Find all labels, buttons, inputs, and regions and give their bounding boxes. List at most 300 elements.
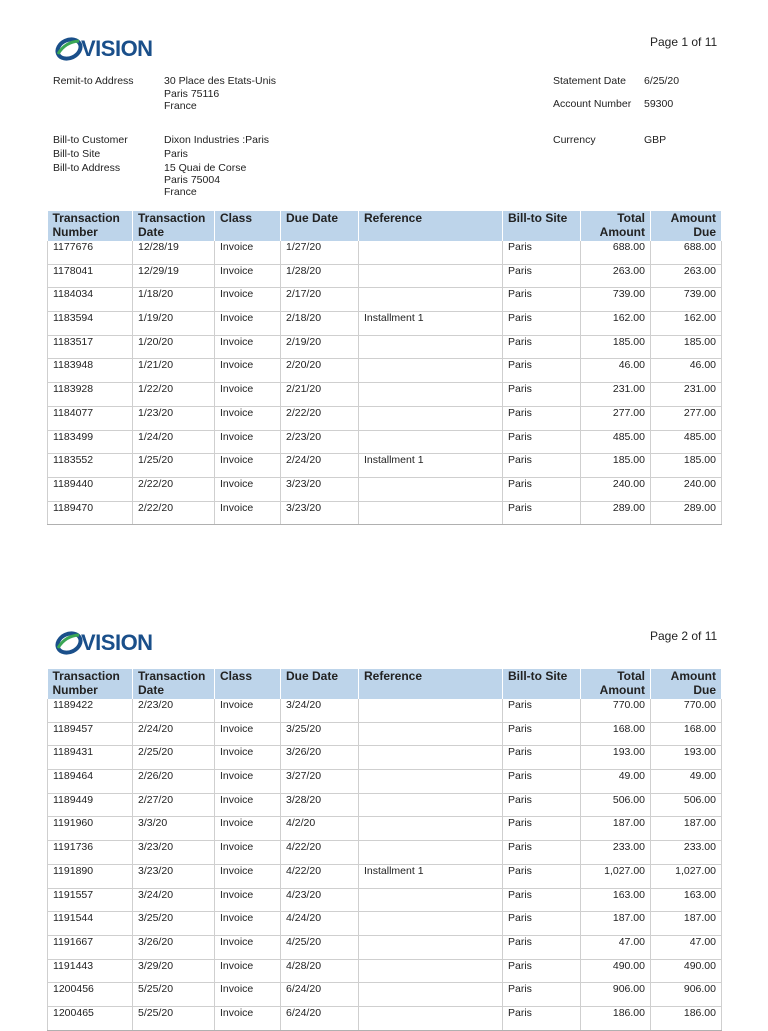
bill-to-site-value: Paris: [164, 148, 188, 160]
column-header-transaction-date: [133, 211, 215, 241]
column-header-class: [215, 211, 281, 241]
cell-transaction-date: 3/24/20: [133, 888, 215, 912]
column-header-line-2: Amount: [599, 683, 645, 697]
cell-total-amount: 185.00: [581, 454, 651, 478]
vision-logo-text: VISION: [81, 630, 153, 655]
cell-class: Invoice: [215, 722, 281, 746]
cell-due-date: 1/27/20: [281, 241, 359, 264]
column-header-line-1: Total: [617, 669, 645, 683]
bill-to-address-line-2: Paris 75004: [164, 174, 221, 186]
header-row: [48, 669, 722, 699]
table-body: [48, 241, 722, 525]
column-header-line-2: Amount: [599, 225, 645, 239]
column-header-total-amount: [581, 211, 651, 241]
column-header-reference: [359, 669, 503, 699]
cell-due-date: 2/21/20: [281, 383, 359, 407]
cell-bill-to-site: Paris: [503, 793, 581, 817]
currency-label: Currency: [553, 134, 596, 146]
table-header: [48, 669, 722, 699]
table-row: [48, 430, 722, 454]
cell-class: Invoice: [215, 817, 281, 841]
page-number: Page 2 of 11: [650, 629, 718, 643]
cell-total-amount: 233.00: [581, 841, 651, 865]
cell-bill-to-site: Paris: [503, 312, 581, 336]
cell-total-amount: 906.00: [581, 983, 651, 1007]
cell-transaction-number: 1183499: [48, 430, 133, 454]
table-row: [48, 983, 722, 1007]
cell-transaction-number: 1177676: [48, 241, 133, 264]
cell-due-date: 4/22/20: [281, 864, 359, 888]
table-row: [48, 841, 722, 865]
column-header-line-1: Transaction: [52, 211, 120, 225]
column-header-bill-to-site: [503, 211, 581, 241]
cell-class: Invoice: [215, 288, 281, 312]
cell-transaction-date: 2/22/20: [133, 477, 215, 501]
column-header-bill-to-site: [503, 669, 581, 699]
cell-class: Invoice: [215, 793, 281, 817]
cell-reference: [359, 1006, 503, 1030]
cell-transaction-date: 5/25/20: [133, 1006, 215, 1030]
cell-due-date: 3/27/20: [281, 770, 359, 794]
cell-amount-due: 231.00: [651, 383, 722, 407]
cell-total-amount: 47.00: [581, 935, 651, 959]
column-header-line-1: Amount: [670, 669, 716, 683]
cell-total-amount: 231.00: [581, 383, 651, 407]
bill-to-site-label: Bill-to Site: [53, 148, 101, 160]
cell-due-date: 4/2/20: [281, 817, 359, 841]
cell-due-date: 2/24/20: [281, 454, 359, 478]
cell-amount-due: 906.00: [651, 983, 722, 1007]
cell-transaction-number: 1183948: [48, 359, 133, 383]
cell-class: Invoice: [215, 841, 281, 865]
cell-total-amount: 240.00: [581, 477, 651, 501]
vision-logo: [55, 630, 153, 656]
cell-transaction-date: 1/25/20: [133, 454, 215, 478]
column-header-line-2: Due: [693, 683, 716, 697]
cell-transaction-date: 3/23/20: [133, 841, 215, 865]
cell-reference: [359, 722, 503, 746]
cell-class: Invoice: [215, 770, 281, 794]
cell-bill-to-site: Paris: [503, 746, 581, 770]
cell-transaction-date: 1/22/20: [133, 383, 215, 407]
column-header-line-2: Number: [52, 225, 98, 239]
cell-total-amount: 506.00: [581, 793, 651, 817]
cell-reference: [359, 817, 503, 841]
cell-reference: [359, 983, 503, 1007]
cell-transaction-date: 2/23/20: [133, 699, 215, 722]
page-number: Page 1 of 11: [650, 35, 718, 49]
cell-class: Invoice: [215, 359, 281, 383]
cell-transaction-date: 2/25/20: [133, 746, 215, 770]
cell-transaction-date: 1/24/20: [133, 430, 215, 454]
cell-total-amount: 289.00: [581, 501, 651, 525]
column-header-line-1: Bill-to Site: [508, 211, 568, 225]
column-header-line-1: Transaction: [52, 669, 120, 683]
cell-total-amount: 770.00: [581, 699, 651, 722]
cell-reference: [359, 335, 503, 359]
cell-class: Invoice: [215, 699, 281, 722]
cell-due-date: 3/26/20: [281, 746, 359, 770]
cell-bill-to-site: Paris: [503, 959, 581, 983]
cell-amount-due: 49.00: [651, 770, 722, 794]
cell-transaction-date: 1/21/20: [133, 359, 215, 383]
cell-due-date: 4/23/20: [281, 888, 359, 912]
table-row: [48, 817, 722, 841]
table-row: [48, 359, 722, 383]
cell-due-date: 2/17/20: [281, 288, 359, 312]
cell-amount-due: 263.00: [651, 264, 722, 288]
cell-transaction-number: 1183552: [48, 454, 133, 478]
cell-transaction-number: 1189449: [48, 793, 133, 817]
column-header-line-1: Reference: [364, 211, 423, 225]
cell-transaction-date: 12/29/19: [133, 264, 215, 288]
cell-amount-due: 490.00: [651, 959, 722, 983]
cell-transaction-date: 1/20/20: [133, 335, 215, 359]
cell-amount-due: 289.00: [651, 501, 722, 525]
column-header-line-1: Class: [220, 211, 253, 225]
cell-reference: [359, 912, 503, 936]
cell-class: Invoice: [215, 477, 281, 501]
remit-to-label: Remit-to Address: [53, 75, 134, 87]
cell-amount-due: 185.00: [651, 335, 722, 359]
column-header-line-1: Due Date: [286, 669, 339, 683]
cell-total-amount: 688.00: [581, 241, 651, 264]
cell-total-amount: 185.00: [581, 335, 651, 359]
cell-transaction-date: 1/23/20: [133, 406, 215, 430]
cell-amount-due: 193.00: [651, 746, 722, 770]
cell-amount-due: 240.00: [651, 477, 722, 501]
column-header-transaction-date: [133, 669, 215, 699]
cell-reference: [359, 359, 503, 383]
cell-transaction-number: 1189470: [48, 501, 133, 525]
cell-total-amount: 277.00: [581, 406, 651, 430]
column-header-reference: [359, 211, 503, 241]
cell-class: Invoice: [215, 864, 281, 888]
cell-due-date: 2/19/20: [281, 335, 359, 359]
cell-reference: [359, 406, 503, 430]
cell-due-date: 3/25/20: [281, 722, 359, 746]
cell-reference: [359, 935, 503, 959]
cell-amount-due: 506.00: [651, 793, 722, 817]
cell-transaction-date: 3/3/20: [133, 817, 215, 841]
cell-transaction-number: 1189464: [48, 770, 133, 794]
cell-bill-to-site: Paris: [503, 888, 581, 912]
table-row: [48, 912, 722, 936]
cell-bill-to-site: Paris: [503, 288, 581, 312]
cell-bill-to-site: Paris: [503, 430, 581, 454]
column-header-line-1: Total: [617, 211, 645, 225]
table-row: [48, 1006, 722, 1030]
cell-amount-due: 163.00: [651, 888, 722, 912]
cell-total-amount: 739.00: [581, 288, 651, 312]
table-row: [48, 477, 722, 501]
cell-total-amount: 193.00: [581, 746, 651, 770]
cell-total-amount: 163.00: [581, 888, 651, 912]
cell-due-date: 2/18/20: [281, 312, 359, 336]
bill-to-address-line-3: France: [164, 186, 197, 198]
cell-amount-due: 187.00: [651, 817, 722, 841]
bill-to-address-label: Bill-to Address: [53, 162, 121, 174]
cell-reference: [359, 288, 503, 312]
bill-to-address-line-1: 15 Quai de Corse: [164, 162, 247, 174]
cell-amount-due: 46.00: [651, 359, 722, 383]
cell-transaction-date: 2/22/20: [133, 501, 215, 525]
column-header-class: [215, 669, 281, 699]
cell-bill-to-site: Paris: [503, 383, 581, 407]
cell-reference: [359, 793, 503, 817]
cell-amount-due: 1,027.00: [651, 864, 722, 888]
cell-reference: [359, 770, 503, 794]
column-header-transaction-number: [48, 211, 133, 241]
table-row: [48, 241, 722, 264]
vision-swoosh-icon: [55, 630, 83, 656]
cell-reference: [359, 383, 503, 407]
remit-to-line-3: France: [164, 100, 197, 112]
cell-transaction-date: 12/28/19: [133, 241, 215, 264]
cell-bill-to-site: Paris: [503, 935, 581, 959]
column-header-line-1: Reference: [364, 669, 423, 683]
cell-transaction-number: 1189457: [48, 722, 133, 746]
cell-bill-to-site: Paris: [503, 1006, 581, 1030]
cell-transaction-number: 1200465: [48, 1006, 133, 1030]
cell-amount-due: 739.00: [651, 288, 722, 312]
cell-due-date: 3/23/20: [281, 477, 359, 501]
cell-total-amount: 187.00: [581, 912, 651, 936]
cell-transaction-number: 1189440: [48, 477, 133, 501]
account-number-label: Account Number: [553, 98, 632, 110]
cell-transaction-number: 1189431: [48, 746, 133, 770]
cell-bill-to-site: Paris: [503, 983, 581, 1007]
cell-transaction-number: 1183594: [48, 312, 133, 336]
cell-total-amount: 162.00: [581, 312, 651, 336]
vision-logo-text: VISION: [81, 36, 153, 61]
cell-total-amount: 46.00: [581, 359, 651, 383]
column-header-line-1: Bill-to Site: [508, 669, 568, 683]
table-row: [48, 383, 722, 407]
cell-transaction-number: 1183517: [48, 335, 133, 359]
table-row: [48, 888, 722, 912]
column-header-line-1: Class: [220, 669, 253, 683]
cell-class: Invoice: [215, 912, 281, 936]
column-header-amount-due: [651, 211, 722, 241]
cell-transaction-number: 1184034: [48, 288, 133, 312]
column-header-line-2: Date: [138, 225, 165, 239]
table-row: [48, 264, 722, 288]
cell-bill-to-site: Paris: [503, 454, 581, 478]
cell-reference: [359, 477, 503, 501]
cell-transaction-number: 1183928: [48, 383, 133, 407]
currency-value: GBP: [644, 134, 667, 146]
cell-bill-to-site: Paris: [503, 501, 581, 525]
cell-class: Invoice: [215, 454, 281, 478]
cell-transaction-number: 1191443: [48, 959, 133, 983]
table-header: [48, 211, 722, 241]
table-row: [48, 699, 722, 722]
table-row: [48, 770, 722, 794]
column-header-due-date: [281, 669, 359, 699]
cell-transaction-date: 3/25/20: [133, 912, 215, 936]
cell-total-amount: 263.00: [581, 264, 651, 288]
cell-amount-due: 168.00: [651, 722, 722, 746]
cell-transaction-number: 1189422: [48, 699, 133, 722]
cell-bill-to-site: Paris: [503, 770, 581, 794]
cell-class: Invoice: [215, 1006, 281, 1030]
cell-bill-to-site: Paris: [503, 241, 581, 264]
cell-total-amount: 187.00: [581, 817, 651, 841]
cell-bill-to-site: Paris: [503, 477, 581, 501]
cell-transaction-date: 2/27/20: [133, 793, 215, 817]
column-header-line-1: Due Date: [286, 211, 339, 225]
cell-total-amount: 1,027.00: [581, 864, 651, 888]
column-header-amount-due: [651, 669, 722, 699]
statement-date-label: Statement Date: [553, 75, 626, 87]
cell-due-date: 2/22/20: [281, 406, 359, 430]
cell-class: Invoice: [215, 983, 281, 1007]
bill-to-customer-value: Dixon Industries :Paris: [164, 134, 270, 146]
cell-class: Invoice: [215, 241, 281, 264]
cell-reference: [359, 699, 503, 722]
cell-amount-due: 162.00: [651, 312, 722, 336]
cell-class: Invoice: [215, 383, 281, 407]
cell-amount-due: 187.00: [651, 912, 722, 936]
cell-reference: Installment 1: [359, 454, 503, 478]
cell-due-date: 4/22/20: [281, 841, 359, 865]
table-row: [48, 959, 722, 983]
table-row: [48, 935, 722, 959]
table-body: [48, 699, 722, 1030]
cell-bill-to-site: Paris: [503, 722, 581, 746]
cell-total-amount: 186.00: [581, 1006, 651, 1030]
table-row: [48, 288, 722, 312]
cell-class: Invoice: [215, 501, 281, 525]
cell-bill-to-site: Paris: [503, 359, 581, 383]
cell-bill-to-site: Paris: [503, 817, 581, 841]
cell-class: Invoice: [215, 959, 281, 983]
cell-class: Invoice: [215, 264, 281, 288]
cell-class: Invoice: [215, 430, 281, 454]
cell-bill-to-site: Paris: [503, 335, 581, 359]
cell-total-amount: 168.00: [581, 722, 651, 746]
transactions-table-page-2: [47, 669, 722, 1031]
table-row: [48, 722, 722, 746]
cell-reference: [359, 746, 503, 770]
cell-class: Invoice: [215, 312, 281, 336]
cell-transaction-date: 2/24/20: [133, 722, 215, 746]
table-row: [48, 793, 722, 817]
cell-due-date: 2/20/20: [281, 359, 359, 383]
column-header-line-2: Date: [138, 683, 165, 697]
cell-reference: [359, 501, 503, 525]
cell-transaction-number: 1191890: [48, 864, 133, 888]
column-header-line-1: Transaction: [138, 669, 206, 683]
cell-due-date: 3/24/20: [281, 699, 359, 722]
cell-transaction-number: 1191736: [48, 841, 133, 865]
cell-due-date: 2/23/20: [281, 430, 359, 454]
cell-transaction-date: 1/19/20: [133, 312, 215, 336]
cell-bill-to-site: Paris: [503, 699, 581, 722]
cell-reference: [359, 241, 503, 264]
transactions-table-page-1: [47, 211, 722, 525]
cell-bill-to-site: Paris: [503, 864, 581, 888]
cell-class: Invoice: [215, 746, 281, 770]
vision-swoosh-icon: [55, 36, 83, 62]
cell-reference: [359, 959, 503, 983]
cell-transaction-date: 3/23/20: [133, 864, 215, 888]
cell-due-date: 1/28/20: [281, 264, 359, 288]
cell-reference: Installment 1: [359, 312, 503, 336]
column-header-transaction-number: [48, 669, 133, 699]
cell-reference: [359, 264, 503, 288]
cell-amount-due: 277.00: [651, 406, 722, 430]
cell-due-date: 3/28/20: [281, 793, 359, 817]
cell-transaction-date: 1/18/20: [133, 288, 215, 312]
cell-due-date: 4/24/20: [281, 912, 359, 936]
cell-transaction-number: 1191557: [48, 888, 133, 912]
cell-transaction-date: 3/29/20: [133, 959, 215, 983]
cell-bill-to-site: Paris: [503, 264, 581, 288]
cell-class: Invoice: [215, 335, 281, 359]
cell-transaction-number: 1191667: [48, 935, 133, 959]
cell-bill-to-site: Paris: [503, 841, 581, 865]
cell-transaction-date: 5/25/20: [133, 983, 215, 1007]
column-header-line-1: Transaction: [138, 211, 206, 225]
cell-class: Invoice: [215, 935, 281, 959]
cell-transaction-date: 2/26/20: [133, 770, 215, 794]
table-row: [48, 312, 722, 336]
column-header-total-amount: [581, 669, 651, 699]
cell-total-amount: 485.00: [581, 430, 651, 454]
cell-class: Invoice: [215, 406, 281, 430]
cell-amount-due: 233.00: [651, 841, 722, 865]
cell-transaction-number: 1191960: [48, 817, 133, 841]
cell-reference: [359, 430, 503, 454]
cell-amount-due: 770.00: [651, 699, 722, 722]
table-row: [48, 335, 722, 359]
cell-transaction-number: 1200456: [48, 983, 133, 1007]
vision-logo: [55, 36, 153, 62]
account-number-value: 59300: [644, 98, 674, 110]
column-header-line-1: Amount: [670, 211, 716, 225]
column-header-due-date: [281, 211, 359, 241]
cell-transaction-number: 1191544: [48, 912, 133, 936]
cell-class: Invoice: [215, 888, 281, 912]
remit-to-line-2: Paris 75116: [164, 88, 220, 100]
cell-bill-to-site: Paris: [503, 406, 581, 430]
cell-amount-due: 485.00: [651, 430, 722, 454]
table-row: [48, 501, 722, 525]
cell-reference: Installment 1: [359, 864, 503, 888]
cell-due-date: 4/25/20: [281, 935, 359, 959]
header-row: [48, 211, 722, 241]
bill-to-customer-label: Bill-to Customer: [53, 134, 128, 146]
table-row: [48, 746, 722, 770]
cell-total-amount: 49.00: [581, 770, 651, 794]
cell-due-date: 6/24/20: [281, 983, 359, 1007]
cell-amount-due: 688.00: [651, 241, 722, 264]
cell-reference: [359, 888, 503, 912]
cell-transaction-number: 1178041: [48, 264, 133, 288]
column-header-line-2: Due: [693, 225, 716, 239]
table-row: [48, 406, 722, 430]
table-row: [48, 454, 722, 478]
column-header-line-2: Number: [52, 683, 98, 697]
cell-due-date: 3/23/20: [281, 501, 359, 525]
remit-to-line-1: 30 Place des Etats-Unis: [164, 75, 277, 87]
cell-amount-due: 185.00: [651, 454, 722, 478]
cell-due-date: 4/28/20: [281, 959, 359, 983]
table-row: [48, 864, 722, 888]
cell-amount-due: 186.00: [651, 1006, 722, 1030]
